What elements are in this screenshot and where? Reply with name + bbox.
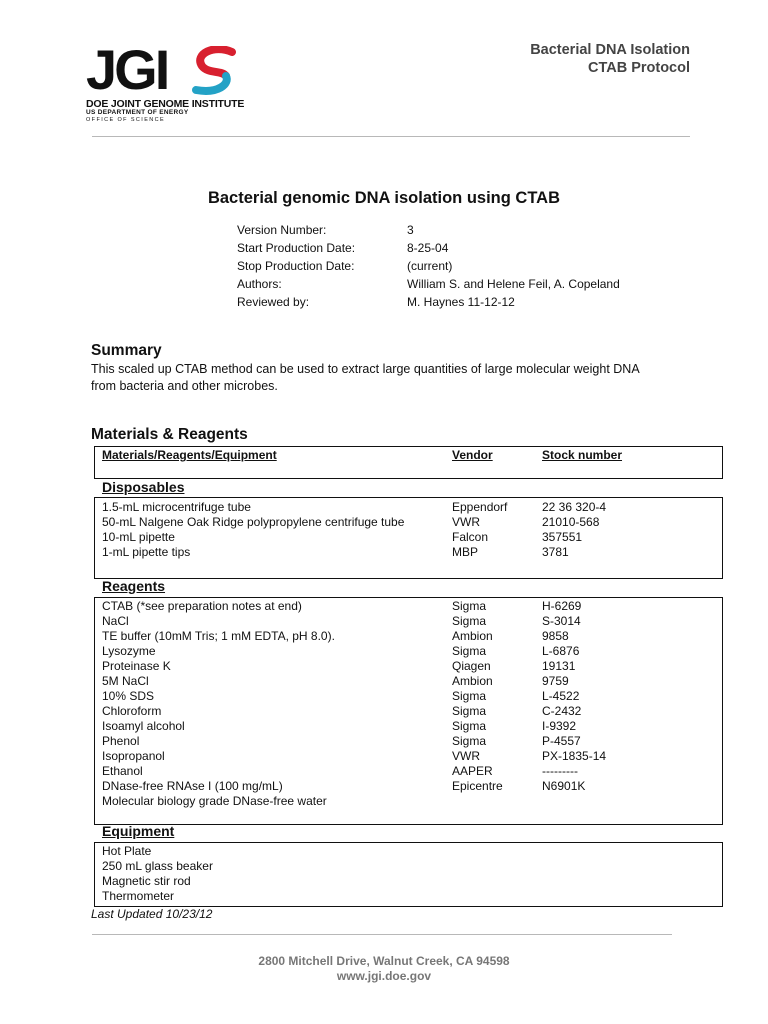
stock-cell: 22 36 320-4 [542,500,607,514]
header-line-2: CTAB Protocol [587,60,690,76]
stock-cell: I-9392 [542,719,577,733]
footer-divider [92,934,672,935]
stock-cell: 21010-568 [542,515,600,529]
item-cell: NaCl [102,614,129,628]
table-header-box [94,446,723,479]
item-cell: 10-mL pipette [102,530,175,544]
header-divider [92,136,690,137]
stock-cell: --------- [542,764,578,778]
summary-line: This scaled up CTAB method can be used to extract large quantities of large molecular weight DNA [91,362,640,376]
header-line-1: Bacterial DNA Isolation [530,42,690,58]
disposables-title: Disposables [102,479,185,495]
item-cell: Phenol [102,734,140,748]
document-header [530,41,690,77]
item-cell: 250 mL glass beaker [102,859,213,873]
equipment-table [94,842,723,907]
summary-heading: Summary [91,342,162,359]
vendor-cell: Sigma [452,719,487,733]
item-cell: 10% SDS [102,689,155,703]
meta-value: 8-25-04 [407,241,449,255]
vendor-cell: Falcon [452,530,489,544]
vendor-cell: Sigma [452,644,487,658]
stock-cell: P-4557 [542,734,581,748]
item-cell: 1.5-mL microcentrifuge tube [102,500,251,514]
reagents-table [94,597,723,825]
column-header-stock: Stock number [542,448,623,462]
item-cell: Chloroform [102,704,162,718]
meta-value: 3 [407,223,414,237]
item-cell: Hot Plate [102,844,152,858]
meta-value: M. Haynes 11-12-12 [407,295,515,309]
logo-office: OFFICE OF SCIENCE [86,117,166,123]
materials-heading: Materials & Reagents [91,426,248,443]
meta-label: Reviewed by: [237,295,310,309]
reagents-title: Reagents [102,578,166,594]
meta-value: (current) [407,259,453,273]
meta-label: Start Production Date: [237,241,356,255]
item-cell: TE buffer (10mM Tris; 1 mM EDTA, pH 8.0). [102,629,335,643]
vendor-cell: VWR [452,515,480,529]
stock-cell: 3781 [542,545,569,559]
item-cell: Molecular biology grade DNase-free water [102,794,327,808]
stock-cell: 9858 [542,629,569,643]
jgi-logo [86,38,246,123]
last-updated: Last Updated 10/23/12 [91,907,213,921]
vendor-cell: Qiagen [452,659,491,673]
stock-cell: N6901K [542,779,586,793]
item-cell: Lysozyme [102,644,156,658]
stock-cell: H-6269 [542,599,582,613]
meta-label: Version Number: [237,223,327,237]
item-cell: Ethanol [102,764,143,778]
item-cell: 1-mL pipette tips [102,545,191,559]
footer-website: www.jgi.doe.gov [336,969,432,983]
item-cell: DNase-free RNAse I (100 mg/mL) [102,779,283,793]
logo-org-name: DOE JOINT GENOME INSTITUTE [86,98,245,110]
page-title: Bacterial genomic DNA isolation using CTAB [207,189,561,207]
vendor-cell: Sigma [452,614,487,628]
meta-label: Authors: [237,277,282,291]
disposables-table [94,497,723,579]
vendor-cell: Ambion [452,674,493,688]
item-cell: Proteinase K [102,659,171,673]
footer-address: 2800 Mitchell Drive, Walnut Creek, CA 94598 [258,954,510,968]
vendor-cell: Eppendorf [452,500,508,514]
item-cell: 5M NaCl [102,674,149,688]
item-cell: Isoamyl alcohol [102,719,185,733]
meta-value: William S. and Helene Feil, A. Copeland [407,277,620,291]
logo-s-swoosh [188,46,240,98]
item-cell: Magnetic stir rod [102,874,191,888]
meta-label: Stop Production Date: [237,259,355,273]
item-cell: Isopropanol [102,749,165,763]
stock-cell: L-4522 [542,689,580,703]
logo-letters: JGI [86,38,168,101]
summary-text [91,361,711,395]
stock-cell: 19131 [542,659,576,673]
equipment-title: Equipment [102,823,175,839]
stock-cell: PX-1835-14 [542,749,607,763]
vendor-cell: MBP [452,545,479,559]
item-cell: Thermometer [102,889,175,903]
stock-cell: S-3014 [542,614,581,628]
vendor-cell: Sigma [452,689,487,703]
vendor-cell: VWR [452,749,480,763]
vendor-cell: AAPER [452,764,493,778]
logo-dept: US DEPARTMENT OF ENERGY [86,109,189,116]
stock-cell: 357551 [542,530,583,544]
vendor-cell: Ambion [452,629,493,643]
vendor-cell: Sigma [452,734,487,748]
column-header-vendor: Vendor [452,448,493,462]
vendor-cell: Sigma [452,704,487,718]
stock-cell: C-2432 [542,704,582,718]
stock-cell: 9759 [542,674,569,688]
item-cell: CTAB (*see preparation notes at end) [102,599,302,613]
column-header-item: Materials/Reagents/Equipment [102,448,277,462]
summary-line: from bacteria and other microbes. [91,379,278,393]
item-cell: 50-mL Nalgene Oak Ridge polypropylene centrifuge tube [102,515,405,529]
vendor-cell: Sigma [452,599,487,613]
stock-cell: L-6876 [542,644,580,658]
vendor-cell: Epicentre [452,779,503,793]
